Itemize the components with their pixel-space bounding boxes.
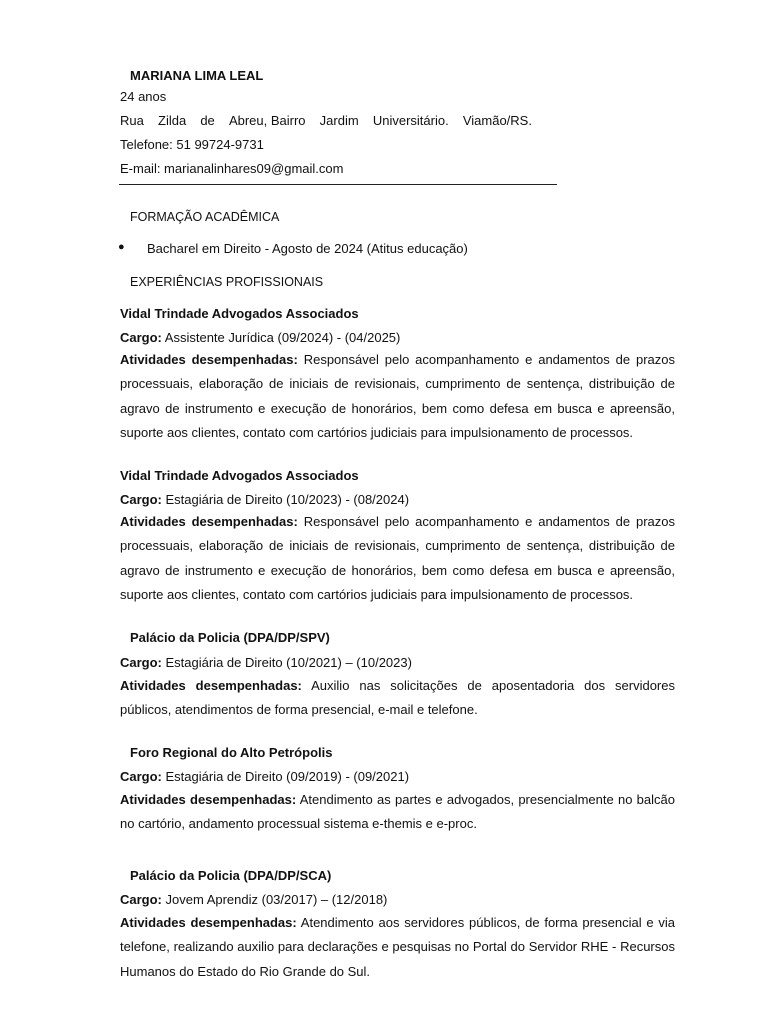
job-role bbox=[120, 769, 409, 785]
candidate-address bbox=[120, 113, 532, 129]
job-company: Vidal Trindade Advogados Associados bbox=[120, 306, 359, 321]
job-activities bbox=[120, 510, 675, 608]
address-word: Viamão/RS. bbox=[462, 113, 532, 128]
education-heading: FORMAÇÃO ACADÊMICA bbox=[130, 210, 280, 224]
activities-label: Atividades desempenhadas: bbox=[120, 352, 298, 367]
experience-heading: EXPERIÊNCIAS PROFISSIONAIS bbox=[130, 275, 324, 289]
job-role-text: Assistente Jurídica (09/2024) - (04/2025) bbox=[164, 330, 401, 345]
address-word: Zilda bbox=[158, 113, 187, 128]
job-company: Foro Regional do Alto Petrópolis bbox=[130, 745, 333, 760]
bullet-icon: ● bbox=[118, 241, 125, 253]
job-role bbox=[120, 655, 412, 671]
address-word: Rua bbox=[120, 113, 144, 128]
candidate-email: E-mail: marianalinhares09@gmail.com bbox=[120, 161, 344, 176]
header-divider bbox=[119, 184, 557, 185]
activities-label: Atividades desempenhadas: bbox=[120, 514, 298, 529]
job-company: Palácio da Policia (DPA/DP/SPV) bbox=[130, 630, 330, 645]
address-word: Abreu, Bairro bbox=[228, 113, 306, 128]
job-role bbox=[120, 892, 387, 908]
cargo-label: Cargo: bbox=[120, 655, 162, 670]
address-word: de bbox=[200, 113, 215, 128]
job-activities bbox=[120, 911, 675, 984]
job-role-text: Estagiária de Direito (09/2019) - (09/2021) bbox=[165, 769, 410, 784]
job-role-text: Jovem Aprendiz (03/2017) – (12/2018) bbox=[165, 892, 388, 907]
cargo-label: Cargo: bbox=[120, 330, 162, 345]
candidate-age: 24 anos bbox=[120, 89, 167, 104]
address-word: Jardim bbox=[319, 113, 359, 128]
job-activities-text: Responsável pelo acompanhamento e andamentos de prazos processuais, elaboração de iniciais de revisionais, cumprimento de sentença, distribuição de agravo de instrumento e execução de honorários, bem como defesa em busca e apreensão, suporte aos clientes, contato com cartórios judiciais para impulsionamento de processos. bbox=[120, 352, 675, 441]
job-activities-text: Atendimento aos servidores públicos, de forma presencial e via telefone, realizando auxilio para declarações e pesquisas no Portal do Servidor RHE - Recursos Humanos do Estado do Rio Grande do Sul. bbox=[120, 915, 675, 979]
job-role bbox=[120, 330, 400, 346]
activities-label: Atividades desempenhadas: bbox=[120, 915, 297, 930]
job-company: Vidal Trindade Advogados Associados bbox=[120, 468, 359, 483]
job-role-text: Estagiária de Direito (10/2021) – (10/2023) bbox=[165, 655, 412, 670]
job-company: Palácio da Policia (DPA/DP/SCA) bbox=[130, 868, 332, 883]
candidate-phone: Telefone: 51 99724-9731 bbox=[120, 137, 264, 152]
education-item: Bacharel em Direito - Agosto de 2024 (Atitus educação) bbox=[147, 241, 468, 256]
cargo-label: Cargo: bbox=[120, 492, 162, 507]
job-activities bbox=[120, 348, 675, 446]
activities-label: Atividades desempenhadas: bbox=[120, 678, 302, 693]
job-role-text: Estagiária de Direito (10/2023) - (08/2024) bbox=[165, 492, 410, 507]
job-role bbox=[120, 492, 409, 508]
address-word: Universitário. bbox=[372, 113, 449, 128]
cargo-label: Cargo: bbox=[120, 769, 162, 784]
job-activities-text: Auxilio nas solicitações de aposentadoria dos servidores públicos, atendimentos de forma presencial, e-mail e telefone. bbox=[120, 678, 675, 718]
job-activities bbox=[120, 674, 675, 723]
job-activities bbox=[120, 788, 675, 837]
job-activities-text: Responsável pelo acompanhamento e andamentos de prazos processuais, elaboração de iniciais de revisionais, cumprimento de sentença, distribuição de agravo de instrumento e execução de honorários, bem como defesa em busca e apreensão, suporte aos clientes, contato com cartórios judiciais para impulsionamento de processos. bbox=[120, 514, 675, 603]
job-activities-text: Atendimento as partes e advogados, presencialmente no balcão no cartório, andamento processual sistema e-themis e e-proc. bbox=[120, 792, 675, 832]
candidate-name: MARIANA LIMA LEAL bbox=[130, 68, 264, 83]
cargo-label: Cargo: bbox=[120, 892, 162, 907]
activities-label: Atividades desempenhadas: bbox=[120, 792, 297, 807]
